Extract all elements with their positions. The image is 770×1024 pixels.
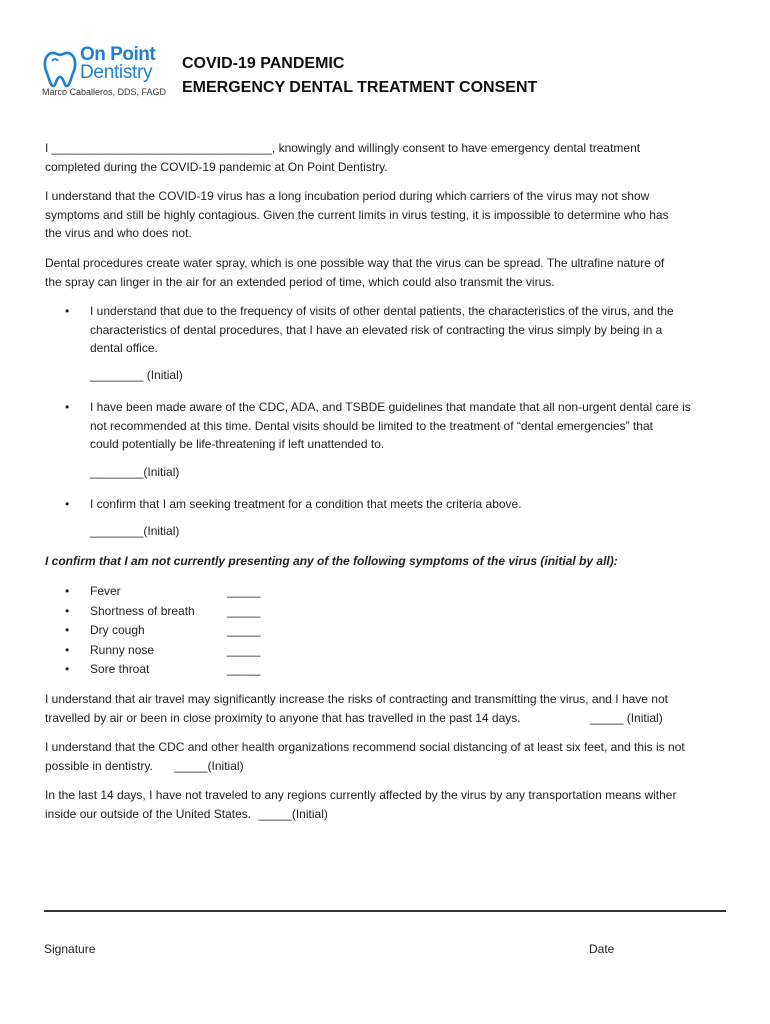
brand-name-line2: Dentistry [80,62,153,83]
regions-line1: In the last 14 days, I have not traveled to any regions currently affected by the virus by any transportation means wither [45,788,677,802]
travel-line1: I understand that air travel may significantly increase the risks of contracting and transmitting the virus, and I have not [45,692,668,706]
distance-initial-field[interactable]: _____(Initial) [174,758,244,773]
incubation-line1: I understand that the COVID-19 virus has a long incubation period during which carriers of the virus may not show [45,189,650,203]
symptom-initial-field[interactable]: _____ [227,642,261,657]
initial-field-2[interactable]: ________(Initial) [90,465,180,479]
distance-line1: I understand that the CDC and other health organizations recommend social distancing of at least six feet, and this is not [45,740,685,754]
incubation-line3: the virus and who does not. [45,226,192,240]
regions-line2: inside our outside of the United States. [45,806,252,821]
bullet1-line1: I understand that due to the frequency of visits of other dental patients, the characteristics of the virus, and the [90,304,674,318]
distance-line2-row [45,757,725,776]
symptom-name: Shortness of breath [90,603,195,618]
document-title [182,52,537,100]
symptom-name: Dry cough [90,623,145,637]
regions-initial-field[interactable]: _____(Initial) [258,806,328,821]
symptom-initial-field[interactable]: _____ [227,662,261,676]
bullet1-line3: dental office. [90,341,158,355]
spray-paragraph [45,254,725,291]
spray-line2: the spray can linger in the air for an extended period of time, which could also transmit the virus. [45,274,555,289]
bullet2-line1: I have been made aware of the CDC, ADA, and TSBDE guidelines that mandate that all non-urgent dental care is [90,400,691,414]
bullet-icon: • [65,304,70,318]
regions-paragraph [45,786,725,823]
bullet-icon: • [65,584,70,598]
symptoms-heading: I confirm that I am not currently presenting any of the following symptoms of the virus (initial by all): [45,554,618,568]
bullet2-line2: not recommended at this time. Dental visits should be limited to the treatment of “dental emergencies” that [90,418,653,433]
initial-field-3[interactable]: ________(Initial) [90,524,180,538]
travel-line2-row [45,709,725,728]
initial-field-1[interactable]: ________ (Initial) [90,368,183,382]
intro-paragraph [45,139,725,176]
distance-paragraph [45,738,725,775]
intro-line2: completed during the COVID-19 pandemic at On Point Dentistry. [45,159,388,174]
title-line2: EMERGENCY DENTAL TREATMENT CONSENT [182,79,538,96]
travel-line2: travelled by air or been in close proximity to anyone that has travelled in the past 14 days. [45,710,521,725]
symptom-name: Runny nose [90,642,155,657]
bullet-icon: • [65,497,70,511]
bullet-icon: • [65,623,70,637]
bullet-icon: • [65,662,70,676]
incubation-paragraph [45,187,725,243]
tooth-icon [42,49,78,89]
bullet-icon: • [65,603,70,618]
bullet3-line1: I confirm that I am seeking treatment for a condition that meets the criteria above. [90,497,522,511]
bullet1-line2: characteristics of dental procedures, that I have an elevated risk of contracting the virus simply by being in a [90,322,663,337]
travel-paragraph [45,690,725,727]
symptom-initial-field[interactable]: _____ [227,584,261,598]
practice-logo [42,44,172,99]
regions-line2-row [45,805,725,824]
symptom-initial-field[interactable]: _____ [227,623,261,637]
bullet-icon: • [65,642,70,657]
signature-label: Signature [44,942,96,956]
distance-line2: possible in dentistry. [45,758,153,773]
travel-initial-field[interactable]: _____ (Initial) [590,710,663,725]
symptom-initial-field[interactable]: _____ [227,603,261,618]
symptom-name: Fever [90,584,121,598]
bullet-icon: • [65,400,70,414]
bullet2-line3: could potentially be life-threatening if left unattended to. [90,437,385,451]
signature-line[interactable] [44,910,726,912]
intro-line1: I _________________________________, knowingly and willingly consent to have emergency dental treatment [45,141,641,155]
brand-name-line1: On Point [80,44,156,65]
title-line1: COVID-19 PANDEMIC [182,55,345,72]
symptom-name: Sore throat [90,662,150,676]
incubation-line2: symptoms and still be highly contagious. Given the current limits in virus testing, it is impossible to determine who has [45,207,669,222]
doctor-name: Marco Caballeros, DDS, FAGD [42,87,167,97]
spray-line1: Dental procedures create water spray, which is one possible way that the virus can be spread. The ultrafine nature of [45,256,665,270]
date-label: Date [589,942,615,956]
